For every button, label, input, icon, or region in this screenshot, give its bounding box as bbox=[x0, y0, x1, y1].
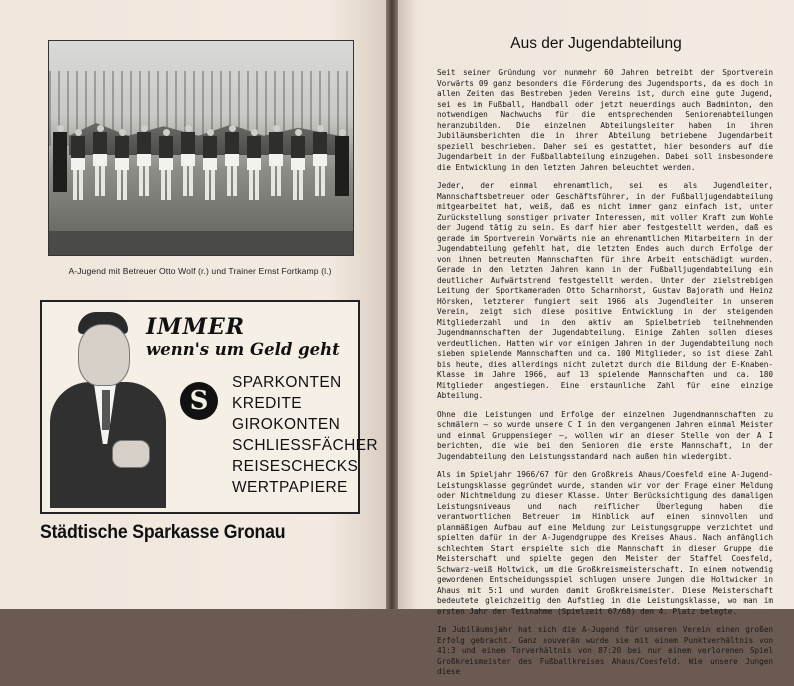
photo-coach bbox=[335, 129, 349, 196]
photo-player bbox=[225, 125, 239, 196]
photo-player bbox=[269, 125, 283, 196]
article-paragraph: Als im Spieljahr 1966/67 für den Großkreis Ahaus/Coesfeld eine A-Jugend-Leistungsklasse gegründet wurde, standen wir vor der Frage einer Meldung oder Nichtmeldung zu dieser Klasse. Unter Berücksichtigung des damaligen Leistungsniveaus und nach reiflicher Überlegung haben die verantwortlichen Betreuer im Hinblick auf einen sinnvollen und planmäßigen Aufbau auf eine Meldung zur Leistungsgruppe verzichtet und spielten dafür in der A-Jugendgruppe des Kreises Ahaus. Nach anfänglich schlechtem Start erspielte sich die Mannschaft in dieser Gruppe die Meisterschaft und spielte gegen den Meister der Staffel Coesfeld, Schwarz-weiß Holtwick, um die Großkreismeisterschaft. In einem notwendig gewordenen Entscheidungsspiel schlugen unsere Jungen die Holtwicker in Ahaus mit 5:1 und wurden damit Großkreismeister. Diese Meisterschaft bedeutete gleichzeitig den Aufstieg in die Leistungsklasse, wo man im ersten Jahr der Teilnahme (Spielzeit 67/68) den 4. Platz belegte. bbox=[437, 470, 773, 616]
photo-player bbox=[159, 129, 173, 200]
photo-player bbox=[291, 129, 305, 200]
right-page bbox=[398, 0, 794, 676]
sparkasse-advertisement bbox=[40, 300, 378, 514]
service-item: WERTPAPIERE bbox=[232, 479, 348, 496]
photo-player bbox=[93, 125, 107, 196]
service-item: SPARKONTEN bbox=[232, 374, 342, 391]
left-page bbox=[0, 0, 386, 609]
service-item: GIROKONTEN bbox=[232, 416, 341, 433]
photo-caption: A-Jugend mit Betreuer Otto Wolf (r.) und Trainer Ernst Fortkamp (l.) bbox=[68, 266, 332, 276]
ad-headline: IMMER bbox=[146, 314, 246, 340]
article-paragraph: Im Jubiläumsjahr hat sich die A-Jugend für unseren Verein einen großen Erfolg gebracht. Ganz souverän wurde sie mit einem Punktverhältnis von 41:3 und einem Torverhältnis von 87:20 bei nur einem verlorenen Spiel Großkreismeister des Fußballkreises Ahaus/Coesfeld. Wie unsere Jungen diese bbox=[437, 625, 773, 676]
article-paragraph: Seit seiner Gründung vor nunmehr 60 Jahren betreibt der Sportverein Vorwärts 09 ganz besonders die Förderung des Jugendsports, da es doch in allen Zeiten das Bestreben jeden Vereins ist, durch eine gute Jugend, sei es im Fußball, Handball oder jetzt neuerdings auch Badminton, den notwendigen Nachwuchs für die entsprechenden Seniorenabteilungen heranzubilden. Die einzelnen Abteilungsleiter haben in ihren Jubiläumsberichten die in ihrer Abteilung betriebene Jugendarbeit speziell beschrieben. Daher sei es gestattet, hier besonders auf die Jugendarbeit in der Fußballabteilung einzugehen. Dabei soll insbesondere die Entwicklung in den letzten Jahren beleuchtet werden. bbox=[437, 68, 773, 172]
photo-player bbox=[71, 129, 85, 200]
photo-coach bbox=[53, 125, 67, 192]
article-body bbox=[437, 68, 773, 686]
photo-player bbox=[137, 125, 151, 196]
service-item: REISESCHECKS bbox=[232, 458, 359, 475]
photo-field bbox=[49, 231, 353, 255]
page-title: Aus der Jugendabteilung bbox=[510, 35, 682, 52]
book-gutter bbox=[386, 0, 398, 609]
ad-tagline: wenn's um Geld geht bbox=[146, 340, 340, 359]
photo-player bbox=[203, 129, 217, 200]
service-item: KREDITE bbox=[232, 395, 302, 412]
photo-player bbox=[115, 129, 129, 200]
bank-name: Städtische Sparkasse Gronau bbox=[40, 522, 286, 543]
article-paragraph: Jeder, der einmal ehrenamtlich, sei es als Jugendleiter, Mannschaftsbetreuer oder Geschäftsführer, in der Fußballjugendabteilung mitgearbeitet hat, weiß, daß es nicht immer ganz einfach ist, unter Zurückstellung sonstiger privater Interessen, mit voller Kraft zum Wohle der Jugend tätig zu sein. Es darf hier aber festgestellt werden, daß es gerade im Sportverein Vorwärts nie an ehrenamtlichen Mitarbeitern in der Jugendabteilung gefehlt hat, die letzten Endes auch durch Erfolge der von ihnen betreuten Mannschaften für ihre Arbeit entschädigt wurden. Gerade in den letzten Jahren kann in der Fußballjugendabteilung ein deutlicher Aufwärtstrend festgestellt werden. Unter der zielstrebigen Leitung der Sportkameraden Otto Scharnhorst, Gustav Bajorath und Heinz Hörsken, letzterer fungiert seit 1966 als Jugendleiter in unserem Verein, zeigt sich diese positive Entwicklung in der steigenden Mitgliederzahl und in den aktiv am Spielbetrieb teilnehmenden Jugendmannschaften der Jugendabteilung. Einige Zahlen sollen dieses verdeutlichen. Hatten wir vor einigen Jahren in der Jugendabteilung noch sieben spielende Mannschaften und ca. 100 Mitglieder, so ist diese Zahl bis heute, dies allerdings nicht zuletzt durch die Bildung der E-Knaben-Klasse im Jahre 1966, auf 13 spielende Mannschaften und ca. 180 Mitglieder angestiegen. Eine erstaunliche Zahl für eine einzige Abteilung. bbox=[437, 181, 773, 400]
sparkasse-logo-icon: S bbox=[180, 382, 218, 420]
photo-player bbox=[181, 125, 195, 196]
photo-player bbox=[247, 129, 261, 200]
service-list bbox=[232, 372, 378, 498]
team-photo bbox=[48, 40, 354, 256]
article-paragraph: Ohne die Leistungen und Erfolge der einzelnen Jugendmannschaften zu schmälern – so wurde unsere C I in den vergangenen Jahren einmal Meister und einmal Gruppensieger –, wollen wir an dieser Stelle von der A I berichten, die wie bei den Senioren die erste Mannschaft, in der Jugendabteilung den Leistungsstandard nach außen hin wiedergibt. bbox=[437, 409, 773, 461]
service-item: SCHLIESSFÄCHER bbox=[232, 437, 378, 454]
photo-player bbox=[313, 125, 327, 196]
